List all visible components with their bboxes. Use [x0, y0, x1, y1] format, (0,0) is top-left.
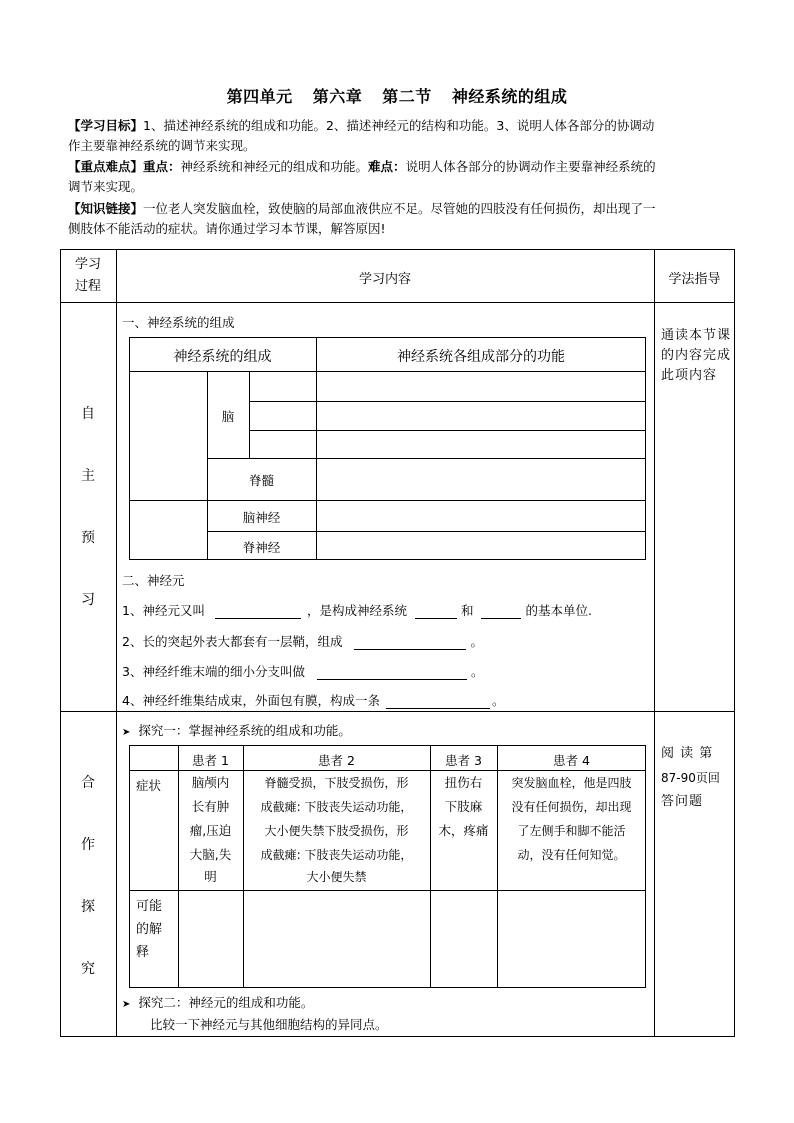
compare-text: 比较一下神经元与其他细胞结构的异同点。: [150, 1017, 388, 1032]
inquiry-2: [122, 993, 313, 1011]
comp-row-b2: [249, 430, 646, 431]
p3-line: 下肢麻: [444, 799, 483, 814]
comp-row-spinal-nerve: [207, 531, 646, 532]
p3-line: 木，疼痛: [438, 823, 489, 838]
explanation-line: 释: [136, 945, 150, 960]
key-line1a: 神经系统和神经元的组成和功能。: [180, 159, 369, 174]
q1-text-a: 1、神经元又叫: [122, 603, 205, 618]
explanation-line: 可能: [136, 899, 163, 914]
title-topic: 神经系统的组成: [451, 87, 568, 106]
key-line2: 调节来实现。: [68, 179, 144, 194]
comp-row-nerves: [129, 500, 646, 501]
q4-end: 。: [491, 693, 505, 708]
self-label-1: 自: [81, 406, 95, 422]
comp-row-b1: [249, 401, 646, 402]
patient-4-header: 患者 4: [553, 753, 590, 768]
key-zhong: 重点：: [143, 159, 181, 174]
self-guide: 通读本节课的内容完成此项内容: [661, 328, 732, 383]
title-unit: 第四单元: [226, 87, 293, 106]
question-4: [122, 691, 504, 709]
q2-blank[interactable]: [354, 635, 466, 650]
brain-label: 脑: [221, 409, 235, 424]
arrow-icon: ➤: [122, 727, 131, 738]
knowledge-link: [68, 199, 734, 239]
coop-label-1: 合: [81, 775, 95, 791]
row-sep-header: [60, 302, 735, 303]
patient-1-header: 患者 1: [192, 753, 229, 768]
inquiry-1-text: 探究一：掌握神经系统的组成和功能。: [138, 723, 351, 738]
coop-label-3: 探: [81, 899, 95, 915]
coop-guide-line: 阅 读 第: [661, 746, 714, 761]
self-label-2: 主: [81, 468, 95, 484]
spinal-cord-label: 脊髓: [248, 473, 274, 488]
p2-line: 大小便失禁: [306, 870, 367, 884]
p4-line: 没有任何损伤，却出现: [511, 800, 632, 814]
key-line1b: 说明人体各部分的协调动作主要靠神经系统的: [405, 159, 656, 174]
link-label: 【知识链接】: [68, 201, 144, 216]
patient-2-header: 患者 2: [318, 753, 355, 768]
header-process-2: 过程: [74, 279, 101, 294]
part2-title: 二、神经元: [122, 573, 185, 588]
patient-3-header: 患者 3: [445, 753, 482, 768]
q2-end: 。: [470, 634, 483, 649]
p4-line: 了左侧手和脚不能活: [517, 824, 626, 838]
coop-label-4: 究: [81, 961, 95, 977]
key-nan: 难点：: [368, 159, 406, 174]
row-sep-section: [60, 711, 735, 712]
cranial-nerve-label: 脑神经: [242, 510, 281, 525]
header-guide: 学法指导: [668, 272, 721, 287]
question-2: [122, 632, 483, 650]
question-1: [122, 601, 592, 619]
self-label-4: 习: [81, 592, 95, 608]
patient-2-symptom: [243, 771, 430, 887]
coop-label-2: 作: [81, 837, 95, 853]
q1-blank-3[interactable]: [481, 604, 521, 619]
q3-end: 。: [470, 664, 484, 679]
goal-line2: 作主要靠神经系统的调节来实现。: [68, 138, 256, 153]
col-sep-1: [116, 249, 117, 1037]
q2-text: 2、长的突起外表大都套有一层鞘，组成: [122, 634, 343, 649]
comp-head-left: 神经系统的组成: [173, 349, 272, 365]
header-process: [60, 254, 116, 298]
page-title: [0, 84, 794, 107]
patient-3-symptom: [430, 771, 497, 843]
title-section: 第二节: [382, 87, 432, 106]
key-points: [68, 157, 734, 197]
patient-1-symptom: [178, 771, 243, 887]
patient-4-symptom: [497, 771, 646, 867]
q1-text-b: ，是构成神经系统: [306, 603, 407, 618]
q1-text-d: 的基本单位.: [525, 603, 592, 618]
inquiry-2-text: 探究二：神经元的组成和功能。: [138, 995, 314, 1010]
self-label-3: 预: [81, 530, 95, 546]
key-label: 【重点难点】: [68, 159, 144, 174]
q4-text: 4、神经纤维集结成束，外面包有膜，构成一条: [122, 693, 380, 708]
explanation-label: [136, 895, 162, 964]
comp-col-func: [316, 337, 317, 560]
q3-text: 3、神经纤维末端的细小分支叫做: [122, 664, 305, 679]
spinal-nerve-label: 脊神经: [242, 540, 281, 555]
learning-goal: [68, 116, 734, 156]
symptom-label: 症状: [136, 778, 162, 793]
p3-line: 扭伤右: [444, 775, 483, 790]
goal-label: 【学习目标】: [68, 118, 144, 133]
arrow-icon: ➤: [122, 999, 131, 1010]
col-sep-2: [654, 249, 655, 1037]
coop-guide-line: 答问题: [661, 794, 704, 809]
q1-text-c: 和: [460, 603, 474, 618]
p1-line: 大脑,失: [189, 847, 232, 862]
p2-line: 脊髓受损，下肢受损伤，形: [264, 776, 409, 790]
comp-row-spinal: [207, 458, 646, 459]
header-process-1: 学习: [74, 257, 101, 272]
explanation-line: 的解: [136, 922, 163, 937]
q1-blank-1[interactable]: [215, 604, 301, 619]
patient-row-symptom: [129, 890, 646, 891]
part1-title: 一、神经系统的组成: [122, 315, 235, 330]
coop-guide-line: 87-90页回: [661, 771, 720, 785]
p1-line: 长有肿: [191, 799, 230, 814]
comp-head-right: 神经系统各组成部分的功能: [397, 349, 565, 365]
inquiry-1: [122, 721, 351, 739]
header-content: 学习内容: [358, 272, 411, 287]
q3-blank[interactable]: [317, 665, 467, 680]
question-3: [122, 662, 483, 680]
p4-line: 动，没有任何知觉。: [517, 848, 626, 862]
p1-line: 明: [204, 869, 217, 884]
goal-line1: 1、描述神经系统的组成和功能。2、描述神经元的结构和功能。3、说明人体各部分的协调动: [143, 118, 655, 133]
q1-blank-2[interactable]: [415, 604, 457, 619]
link-line2: 侧肢体不能活动的症状。请你通过学习本节课，解答原因!: [68, 221, 386, 236]
p2-line: 成截瘫: 下肢丧失运动功能，: [260, 800, 413, 814]
title-chapter: 第六章: [312, 87, 363, 106]
p4-line: 突发脑血栓，他是四肢: [511, 776, 632, 790]
comp-col-3: [249, 371, 250, 458]
p2-line: 大小便失禁下肢受损伤，形: [264, 824, 409, 838]
coop-guide: [661, 742, 731, 814]
p1-line: 脑颅内: [191, 775, 230, 790]
p2-line: 成截瘫: 下肢丧失运动功能，: [260, 848, 413, 862]
q4-blank[interactable]: [386, 694, 490, 709]
p1-line: 瘤,压迫: [189, 823, 232, 838]
link-line1: 一位老人突发脑血栓，致使脑的局部血液供应不足。尽管她的四肢没有任何损伤，却出现了一: [143, 201, 656, 216]
